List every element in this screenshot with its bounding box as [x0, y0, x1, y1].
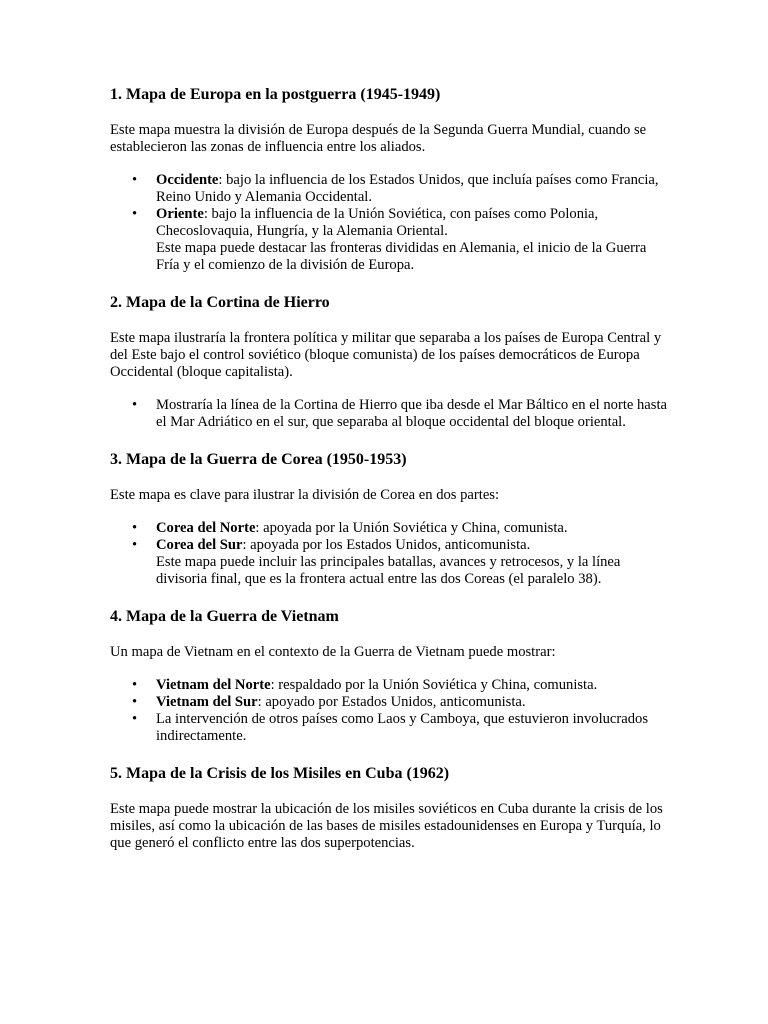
list-item — [110, 397, 670, 431]
item-term: Vietnam del Sur — [156, 694, 258, 710]
list-item — [110, 172, 670, 206]
list-item — [110, 711, 670, 745]
item-term: Corea del Sur — [156, 537, 243, 553]
list-item — [110, 694, 670, 711]
section-paragraph: Este mapa es clave para ilustrar la división de Corea en dos partes: — [110, 487, 500, 503]
section-heading: 2. Mapa de la Cortina de Hierro — [110, 294, 330, 311]
item-text: Mostraría la línea de la Cortina de Hierro que iba desde el Mar Báltico en el norte hasta el Mar Adriático en el sur, que separaba al bloque occidental del bloque oriental. — [156, 397, 667, 430]
item-text: : apoyada por los Estados Unidos, anticomunista. — [242, 537, 531, 553]
bullet-list — [110, 520, 670, 588]
section-heading: 5. Mapa de la Crisis de los Misiles en Cuba (1962) — [110, 765, 450, 782]
item-term: Occidente — [156, 172, 219, 188]
bullet-icon: • — [132, 711, 138, 727]
item-text: : respaldado por la Unión Soviética y China, comunista. — [270, 677, 598, 693]
item-term: Vietnam del Norte — [156, 677, 271, 693]
list-item — [110, 537, 670, 588]
section-paragraph: Este mapa muestra la división de Europa después de la Segunda Guerra Mundial, cuando se establecieron las zonas de influencia entre los aliados. — [110, 122, 647, 155]
bullet-icon: • — [132, 172, 138, 188]
section-heading: 1. Mapa de Europa en la postguerra (1945-1949) — [110, 86, 441, 103]
bullet-icon: • — [132, 694, 138, 710]
section-paragraph: Un mapa de Vietnam en el contexto de la Guerra de Vietnam puede mostrar: — [110, 644, 556, 660]
item-term: Corea del Norte — [156, 520, 256, 536]
bullet-icon: • — [132, 677, 138, 693]
bullet-icon: • — [132, 397, 138, 413]
bullet-list — [110, 397, 670, 431]
section-paragraph: Este mapa puede mostrar la ubicación de los misiles soviéticos en Cuba durante la crisis de los misiles, así como la ubicación de las bases de misiles estadounidenses en Europa y Turquía, lo que generó el conflicto entre las dos superpotencias. — [110, 801, 663, 851]
bullet-icon: • — [132, 537, 138, 553]
item-note: Este mapa puede incluir las principales batallas, avances y retrocesos, y la línea divisoria final, que es la frontera actual entre las dos Coreas (el paralelo 38). — [156, 554, 621, 587]
item-text: La intervención de otros países como Laos y Camboya, que estuvieron involucrados indirectamente. — [156, 711, 649, 744]
item-text: : bajo la influencia de los Estados Unidos, que incluía países como Francia, Reino Unido y Alemania Occidental. — [156, 172, 659, 205]
section-heading: 4. Mapa de la Guerra de Vietnam — [110, 608, 339, 625]
bullet-icon: • — [132, 520, 138, 536]
bullet-list — [110, 172, 670, 274]
section-paragraph: Este mapa ilustraría la frontera política y militar que separaba a los países de Europa Central y del Este bajo el control soviético (bloque comunista) de los países democráticos de Europa Occidental (bloque capitalista). — [110, 330, 662, 380]
list-item — [110, 520, 670, 537]
list-item — [110, 206, 670, 274]
item-text: : apoyado por Estados Unidos, anticomunista. — [257, 694, 526, 710]
item-text: : apoyada por la Unión Soviética y China, comunista. — [255, 520, 568, 536]
item-note: Este mapa puede destacar las fronteras divididas en Alemania, el inicio de la Guerra Fría y el comienzo de la división de Europa. — [156, 240, 647, 273]
document-page — [110, 84, 670, 868]
bullet-list — [110, 677, 670, 745]
bullet-icon: • — [132, 206, 138, 222]
item-term: Oriente — [156, 206, 204, 222]
section-heading: 3. Mapa de la Guerra de Corea (1950-1953) — [110, 451, 407, 468]
list-item — [110, 677, 670, 694]
item-text: : bajo la influencia de la Unión Soviética, con países como Polonia, Checoslovaquia, Hungría, y la Alemania Oriental. — [156, 206, 599, 239]
